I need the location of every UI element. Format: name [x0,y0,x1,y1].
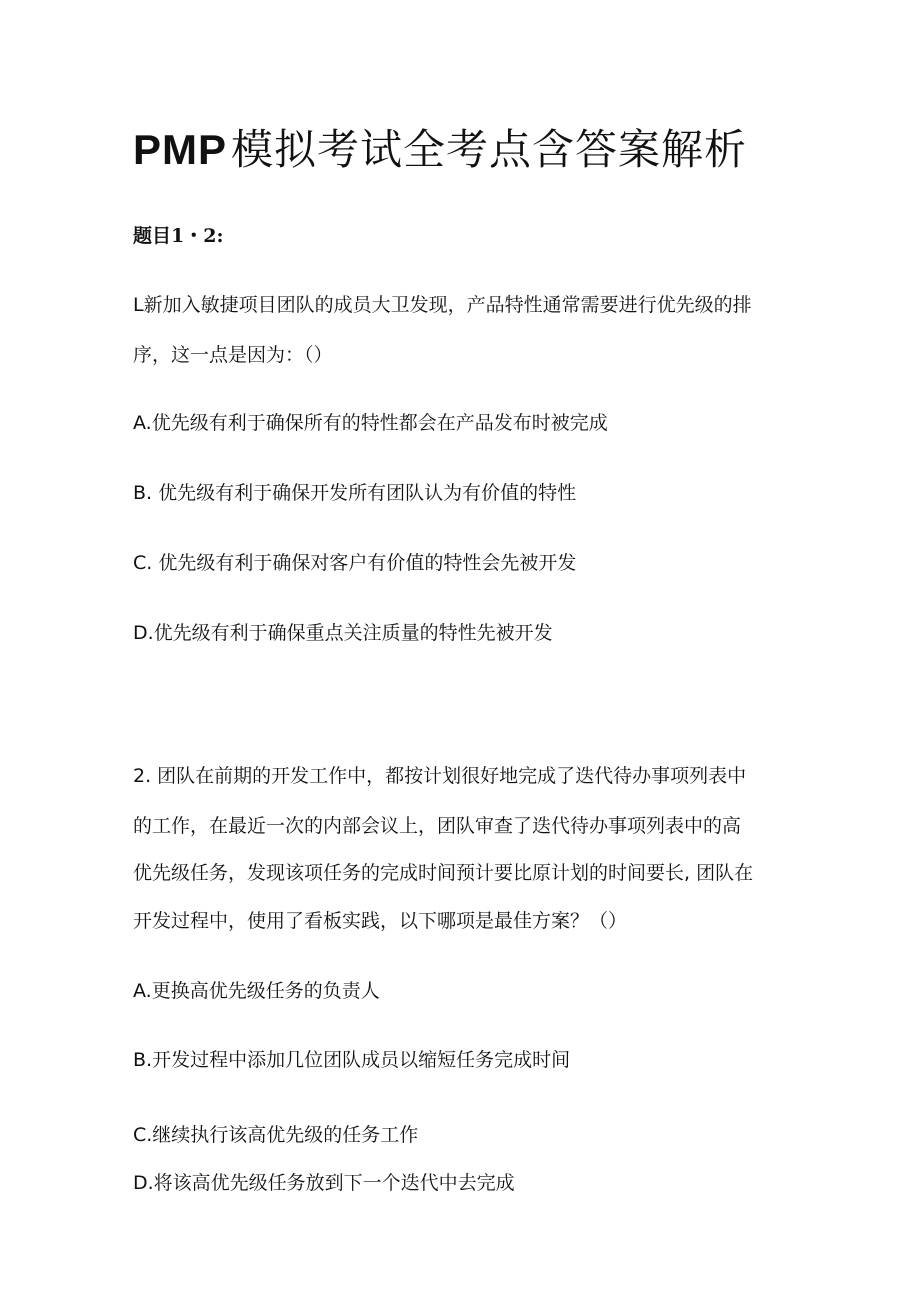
question-2-option-c: C.继续执行该高优先级的任务工作 [133,1124,419,1146]
question-2-stem-line-4: 开发过程中，使用了看板实践，以下哪项是最佳方案？（） [133,910,628,932]
question-2-stem-line-3: 优先级任务，发现该项任务的完成时间预计要比原计划的时间要长, 团队在 [133,862,754,884]
question-1-stem-line-2: 序，这一点是因为：（） [133,344,333,366]
question-1-stem-line-1: L新加入敏捷项目团队的成员大卫发现，产品特性通常需要进行优先级的排 [133,294,752,316]
title-cjk: 模拟考试全考点含答案解析 [231,125,748,174]
question-1-option-b: B. 优先级有利于确保开发所有团队认为有价值的特性 [133,482,577,504]
question-1-option-a: A.优先级有利于确保所有的特性都会在产品发布时被完成 [133,412,608,434]
question-2-option-b: B.开发过程中添加几位团队成员以缩短任务完成时间 [133,1049,571,1071]
question-2-option-a: A.更换高优先级任务的负责人 [133,980,380,1002]
question-1-option-d: D.优先级有利于确保重点关注质量的特性先被开发 [133,622,553,644]
question-2-option-d: D.将该高优先级任务放到下一个迭代中去完成 [133,1172,515,1194]
question-2-stem-line-2: 的工作，在最近一次的内部会议上，团队审查了迭代待办事项列表中的高 [133,815,742,837]
question-1-option-c: C. 优先级有利于确保对客户有价值的特性会先被开发 [133,552,577,574]
question-2-stem-line-1: 2. 团队在前期的开发工作中，都按计划很好地完成了迭代待办事项列表中 [133,765,747,787]
title-latin: PMP [133,126,228,173]
page-title [133,122,747,178]
section-heading: 题目1・2: [133,225,224,247]
